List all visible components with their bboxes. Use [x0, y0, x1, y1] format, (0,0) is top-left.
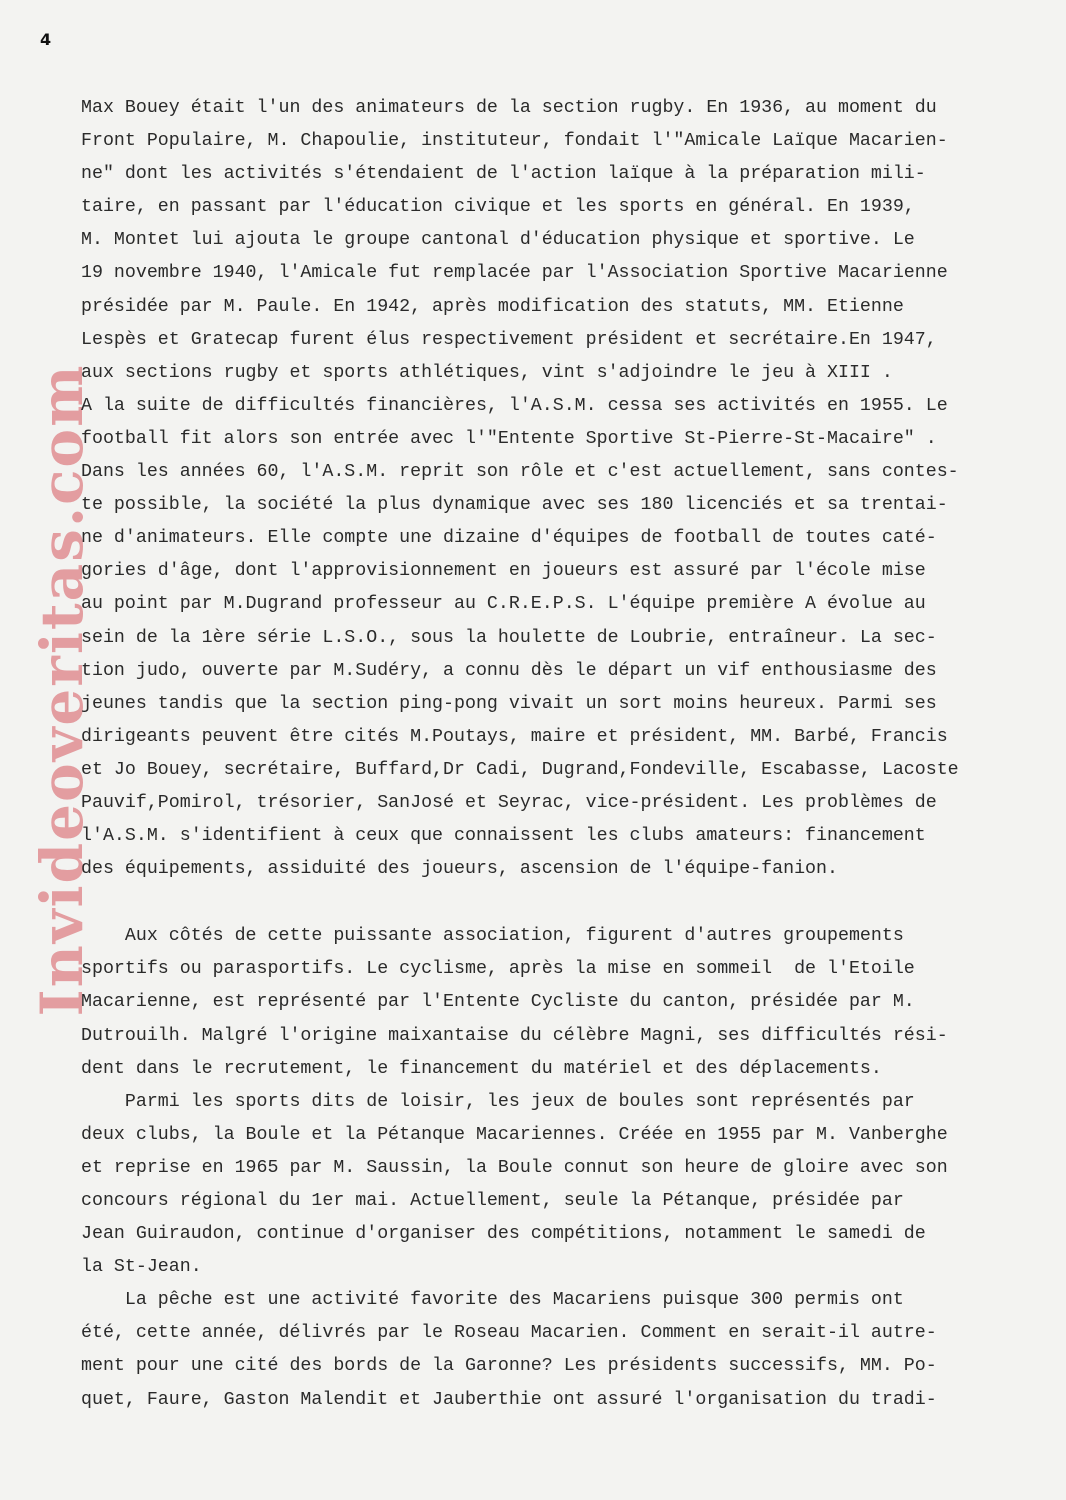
text-line: sein de la 1ère série L.S.O., sous la houlette de Loubrie, entraîneur. La sec- — [81, 627, 937, 648]
text-line: Jean Guiraudon, continue d'organiser des compétitions, notamment le samedi de — [81, 1224, 926, 1245]
text-line: Dans les années 60, l'A.S.M. reprit son rôle et c'est actuellement, sans contes- — [81, 462, 959, 483]
text-line: deux clubs, la Boule et la Pétanque Macariennes. Créée en 1955 par M. Vanberghe — [81, 1124, 948, 1145]
text-line: A la suite de difficultés financières, l'A.S.M. cessa ses activités en 1955. Le — [81, 395, 948, 416]
text-line: concours régional du 1er mai. Actuellement, seule la Pétanque, présidée par — [81, 1191, 904, 1211]
text-line: des équipements, assiduité des joueurs, ascension de l'équipe-fanion. — [81, 859, 838, 880]
text-line: été, cette année, délivrés par le Roseau Macarien. Comment en serait-il autre- — [81, 1323, 937, 1344]
text-line: 19 novembre 1940, l'Amicale fut remplacée par l'Association Sportive Macarienne — [81, 263, 948, 284]
text-line: aux sections rugby et sports athlétiques, vint s'adjoindre le jeu à XIII . — [81, 362, 893, 383]
text-line: et Jo Bouey, secrétaire, Buffard,Dr Cadi, Dugrand,Fondeville, Escabasse, Lacoste — [81, 759, 959, 780]
text-line: dirigeants peuvent être cités M.Poutays, maire et président, MM. Barbé, Francis — [81, 726, 948, 747]
text-line: quet, Faure, Gaston Malendit et Jauberthie ont assuré l'organisation du tradi- — [81, 1389, 937, 1410]
watermark: Invideoveritas.com — [28, 363, 96, 1017]
text-line: ment pour une cité des bords de la Garonne? Les présidents successifs, MM. Po- — [81, 1356, 937, 1377]
text-line: jeunes tandis que la section ping-pong vivait un sort moins heureux. Parmi ses — [81, 693, 937, 714]
body-text — [81, 92, 981, 1417]
paragraph-sports-association — [81, 92, 981, 886]
text-line: l'A.S.M. s'identifient à ceux que connaissent les clubs amateurs: financement — [81, 826, 926, 847]
page-number: 4 — [40, 30, 52, 49]
text-line: football fit alors son entrée avec l'"Entente Sportive St-Pierre-St-Macaire" . — [81, 428, 937, 449]
text-line: Max Bouey était l'un des animateurs de la section rugby. En 1936, au moment du — [81, 98, 937, 118]
paragraph-gap — [81, 886, 981, 920]
text-line: la St-Jean. — [81, 1257, 202, 1278]
text-line: Front Populaire, M. Chapoulie, instituteur, fondait l'"Amicale Laïque Macarien- — [81, 131, 948, 152]
text-line: M. Montet lui ajouta le groupe cantonal d'éducation physique et sportive. Le — [81, 230, 915, 251]
text-line: La pêche est une activité favorite des Macariens puisque 300 permis ont — [81, 1290, 904, 1311]
text-line: Aux côtés de cette puissante association, figurent d'autres groupements — [81, 926, 904, 947]
text-line: Macarienne, est représenté par l'Entente Cycliste du canton, présidée par M. — [81, 992, 915, 1013]
text-line: Pauvif,Pomirol, trésorier, SanJosé et Seyrac, vice-président. Les problèmes de — [81, 792, 937, 813]
text-line: présidée par M. Paule. En 1942, après modification des statuts, MM. Etienne — [81, 296, 904, 317]
text-line: Dutrouilh. Malgré l'origine maixantaise du célèbre Magni, ses difficultés rési- — [81, 1025, 948, 1046]
text-line: te possible, la société la plus dynamique avec ses 180 licenciés et sa trentai- — [81, 495, 948, 516]
text-line: tion judo, ouverte par M.Sudéry, a connu dès le départ un vif enthousiasme des — [81, 660, 937, 681]
text-line: sportifs ou parasportifs. Le cyclisme, après la mise en sommeil de l'Etoile — [81, 959, 915, 980]
text-line: ne" dont les activités s'étendaient de l'action laïque à la préparation mili- — [81, 164, 926, 185]
text-line: au point par M.Dugrand professeur au C.R.E.P.S. L'équipe première A évolue au — [81, 594, 926, 615]
text-line: ne d'animateurs. Elle compte une dizaine d'équipes de football de toutes caté- — [81, 528, 937, 549]
text-line: Lespès et Gratecap furent élus respectivement président et secrétaire.En 1947, — [81, 329, 937, 350]
text-line: Parmi les sports dits de loisir, les jeux de boules sont représentés par — [81, 1091, 915, 1112]
paragraph-other-groups — [81, 920, 981, 1416]
text-line: taire, en passant par l'éducation civique et les sports en général. En 1939, — [81, 197, 915, 218]
text-line: et reprise en 1965 par M. Saussin, la Boule connut son heure de gloire avec son — [81, 1157, 948, 1178]
text-line: dent dans le recrutement, le financement du matériel et des déplacements. — [81, 1058, 882, 1079]
text-line: gories d'âge, dont l'approvisionnement en joueurs est assuré par l'école mise — [81, 561, 926, 582]
